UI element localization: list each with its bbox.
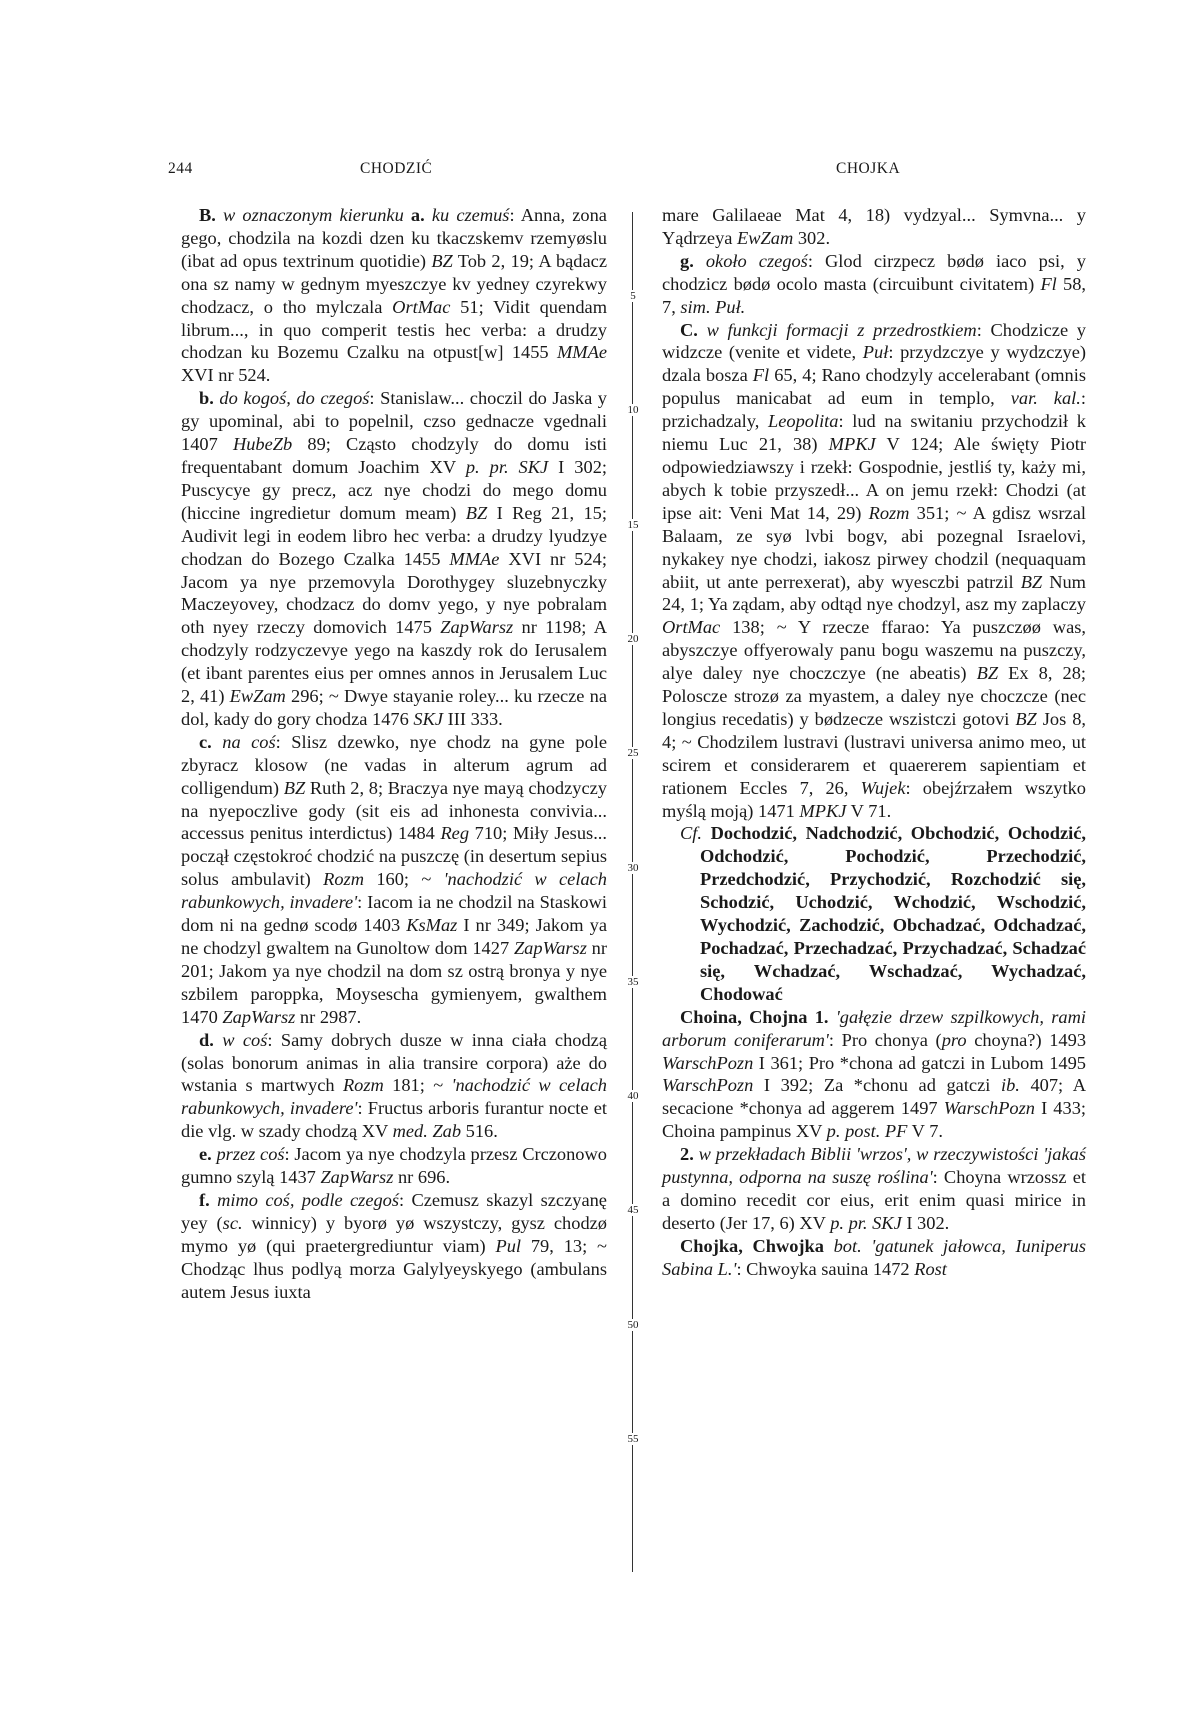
running-head-left: CHODZIĆ (360, 160, 433, 177)
entry-chojka: Chojka, Chwojka bot. 'gatunek jałowca, Iuniperus Sabina L.': Chwoyka sauina 1472 Rost (662, 1235, 1086, 1279)
sense-choina-2: 2. w przekładach Biblii 'wrzos', w rzeczywistości 'jakaś pustynna, odporna na suszę roślina': Choyna wrzossz et a domino recedit cor eius, erit enim quasi mirice in deserto (Jer 17, 6) XV p. pr. SKJ I 302. (662, 1144, 1087, 1233)
entry-choina: Choina, Chojna 1. 'gałęzie drzew szpilkowych, rami arborum coniferarum': Pro chonya (pro choyna?) 1493 WarschPozn I 361; Pro *chona ad gatczi in Lubom 1495 WarschPozn I 392; Za *chonu ad gatczi ib. 407; A secacione *chonya ad aggerem 1497 WarschPozn I 433; Choina pampinus XV p. post. PF V 7. (662, 1006, 1087, 1142)
line-number: 50 (620, 1319, 646, 1331)
sense-g: g. około czegoś: Glod cirzpecz bødø iaco psi, y chodzicz bødø ocolo masta (circuibunt civitatem) Fl 58, 7, sim. Puł. (662, 250, 1087, 317)
line-number: 30 (620, 862, 646, 874)
line-number: 55 (620, 1433, 646, 1445)
sense-f: f. mimo coś, podle czegoś: Czemusz skazyl szczyanę yey (sc. winnicy) y byorø yø wszystczy, gysz chodzø mymo yø (qui praetergrediuntur viam) Pul 79, 13; ~ Chodząc lhus podlyą morza Galylyeyskyego (ambulans autem Jesus iuxta (181, 1189, 607, 1302)
line-number: 40 (620, 1090, 646, 1102)
right-column (662, 204, 1086, 1281)
sense-e: e. przez coś: Jacom ya nye chodzyla przesz Crczonowo gumno szylą 1437 ZapWarsz nr 696. (181, 1144, 607, 1188)
sense-f-continued: mare Galilaeae Mat 4, 18) vydzyal... Symvna... y Yądrzeya EwZam 302. (662, 205, 1086, 248)
running-head-right: CHOJKA (836, 160, 901, 177)
sense-B: B. w oznaczonym kierunku a. ku czemuś: Anna, zona gego, chodzila na kozdi dzen ku tkaczskemv rzemyøslu (ibat ad opus textrinum quotidie) BZ Tob 2, 19; A bądacz ona sz namy w gednym myeszczye kv yedney czyrekwy chodzacz, o tho mylczala OrtMac 51; Vidit quendam librum..., in quo comperit testis hec verba: a drudzy chodzan ku Bozemu Czalku na otpust[w] 1455 MMAe XVI nr 524. (181, 205, 608, 386)
sense-c: c. na coś: Slisz dzewko, nye chodz na gyne pole zbyracz klosow (ne vadas in alterum agrum ad colligendum) BZ Ruth 2, 8; Braczya nye mayą chodzyczy na nyepoczlive gody (sit eis ad inhonesta convivia... accessus penitus interdictus) 1484 Reg 710; Miły Jesus... począł częstokroć chodzić na puszczę (in desertum sepius solus ambulavit) Rozm 160; ~ 'nachodzić w celach rabunkowych, invadere': Iacom ia ne chodzil na Staskowi dom ni na gednø scodø 1403 KsMaz I nr 349; Jakom ya ne chodzyl gwaltem na Gunoltow dom 1427 ZapWarsz nr 201; Jakom ya nye chodzil na dom sz ostrą bronya y nye szbilem paroppka, Moysescha gymienyem, gwalthem 1470 ZapWarsz nr 2987. (181, 731, 608, 1027)
page-number: 244 (168, 160, 193, 177)
cross-references: Cf. Dochodzić, Nadchodzić, Obchodzić, Ochodzić, Odchodzić, Pochodzić, Przechodzić, Przedchodzić, Przychodzić, Rozchodzić się, Schodzić, Uchodzić, Wchodzić, Wschodzić, Wychodzić, Zachodzić, Obchadzać, Odchadzać, Pochadzać, Przechadzać, Przychadzać, Schadzać się, Wchadzać, Wschadzać, Wychadzać, Chodować (680, 823, 1086, 1004)
line-number: 45 (620, 1204, 646, 1216)
line-number: 15 (620, 519, 646, 531)
line-number: 10 (620, 404, 646, 416)
left-column (181, 204, 607, 1304)
line-number: 35 (620, 976, 646, 988)
running-head (168, 160, 1084, 184)
line-number: 5 (620, 290, 646, 302)
sense-d: d. w coś: Samy dobrych dusze w inna ciała chodzą (solas bonorum animas in alia transire corpora) aże do wstania s martwych Rozm 181; ~ 'nachodzić w celach rabunkowych, invadere': Fructus arboris furantur nocte et die vlg. w szady chodzą XV med. Zab 516. (181, 1029, 607, 1142)
line-number: 25 (620, 747, 646, 759)
sense-b: b. do kogoś, do czegoś: Stanislaw... choczil do Jaska y gy upominal, abi to popelnil, czso gednacze vgednali 1407 HubeZb 89; Cząsto chodzyly do domu isti frequentabant domum Joachim XV p. pr. SKJ I 302; Puscycye gy precz, acz nye chodzi do mego domu (hiccine ingredietur domum meam) BZ I Reg 21, 15; Audivit legi in eodem libro hec verba: a drudzy lyudzye chodzan do Bozego Czalka 1455 MMAe XVI nr 524; Jacom ya nye przemovyla Dorothygey sluzebnyczky Maczeyovey, chodzacz do domv yego, y nye pobralam oth nyey rzeczy domovich 1475 ZapWarsz nr 1198; A chodzyly rodzyczevye yego na kaszdy rok do Ierusalem (et ibant parentes eius per omnes annos in Jerusalem Luc 2, 41) EwZam 296; ~ Dwye stayanie roley... ku rzecze na dol, kady do gory chodza 1476 SKJ III 333. (181, 388, 608, 729)
line-number: 20 (620, 633, 646, 645)
sense-C: C. w funkcji formacji z przedrostkiem: Chodzicze y widzcze (venite et videte, Puł: przydzczye y wydzczye) dzala bosza Fl 65, 4; Rano chodzyly accelerabant (omnis populus manicabat ad eum in templo, var. kal.: przichadzaly, Leopolita: lud na switaniu przychodził k niemu Luc 21, 38) MPKJ V 124; Ale święty Piotr odpowiedziawszy i rzekł: Gospodnie, jestliś ty, każy mi, abych k tobie przyszedł... A on jemu rzekł: Chodzi (at ipse ait: Veni Mat 14, 29) Rozm 351; ~ A gdisz wsrzal Balaam, ze syø lvbi bogv, abi pozegnal Israelovi, nykakey nye chodzi, iakosz pirwey chodzil (nequaquam abiit, ut ante perrexerat), aby wyesczbi patrzil BZ Num 24, 1; Ya ządam, aby odtąd nye chodzyl, asz my zaplaczy OrtMac 138; ~ Y rzecze ffarao: Ya puszczøø was, abyszczye offyerowaly panu bogu waszemu na puszczy, alye daley nye choczczye (ne abeatis) BZ Ex 8, 28; Polosсze strozø za myastem, a daley nye choczcze (nec longius recedatis) y bødzecze wszistczi gotovi BZ Jos 8, 4; ~ Chodzilem lustravi (lustravi universa animo meo, ut scirem et considerarem et quaererem sapientiam et rationem Eccles 7, 26, Wujek: obejźrzałem wszytko myślą moją) 1471 MPKJ V 71. (662, 319, 1087, 821)
